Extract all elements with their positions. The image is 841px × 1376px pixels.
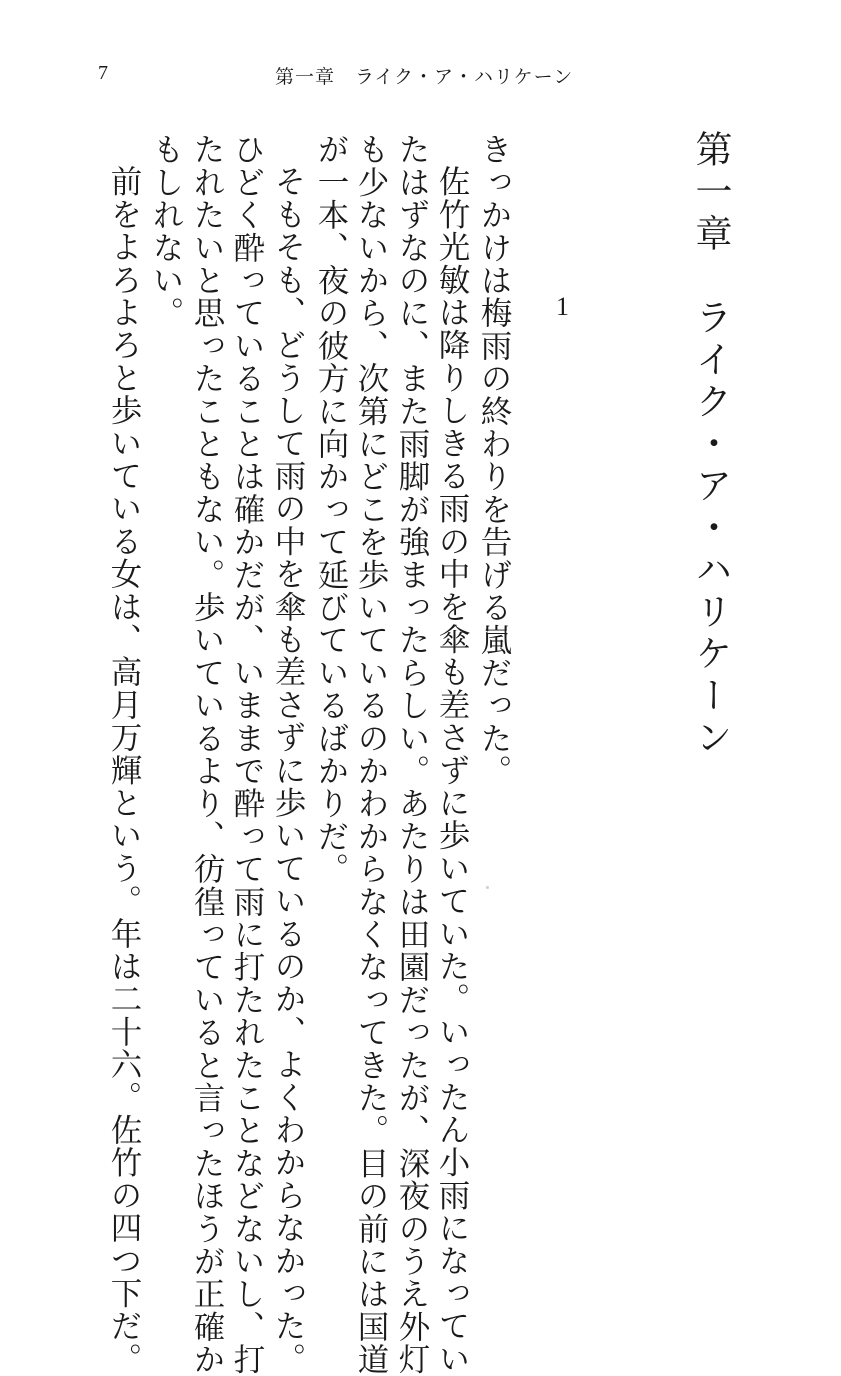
body-line: きっかけは梅雨の終わりを告げる嵐だった。 (476, 133, 512, 787)
body-line: が一本、夜の彼方に向かって延びているばかりだ。 (313, 133, 349, 886)
body-line: ひどく酔っていることは確かだが、いままで酔って雨に打たれたことなどないし、打 (229, 133, 265, 1376)
section-number: 1 (556, 292, 569, 321)
chapter-title: 第一章 ライク・ア・ハリケーン (689, 130, 732, 760)
body-line: もしれない。 (148, 133, 184, 330)
body-line: そもそも、どうして雨の中を傘も差さずに歩いているのか、よくわからなかった。 (270, 165, 306, 1375)
body-line: たはずなのに、また雨脚が強まったらしい。あたりは田園だったが、深夜のうえ外灯 (394, 133, 430, 1376)
body-line: たれたいと思ったこともない。歩いているより、彷徨っていると言ったほうが正確か (189, 133, 225, 1376)
body-line: 佐竹光敏は降りしきる雨の中を傘も差さずに歩いていた。いったん小雨になってい (434, 165, 470, 1375)
body-line: も少ないから、次第にどこを歩いているのかわからなくなってきた。目の前には国道 (353, 133, 389, 1376)
page-header (0, 62, 841, 92)
page-number: 7 (98, 62, 108, 84)
body-line: 前をよろよろと歩いている女は、高月万輝という。年は二十六。佐竹の四つ下だ。 (106, 165, 142, 1375)
running-head: 第一章 ライク・ア・ハリケーン (275, 66, 574, 88)
print-speck (486, 886, 489, 889)
